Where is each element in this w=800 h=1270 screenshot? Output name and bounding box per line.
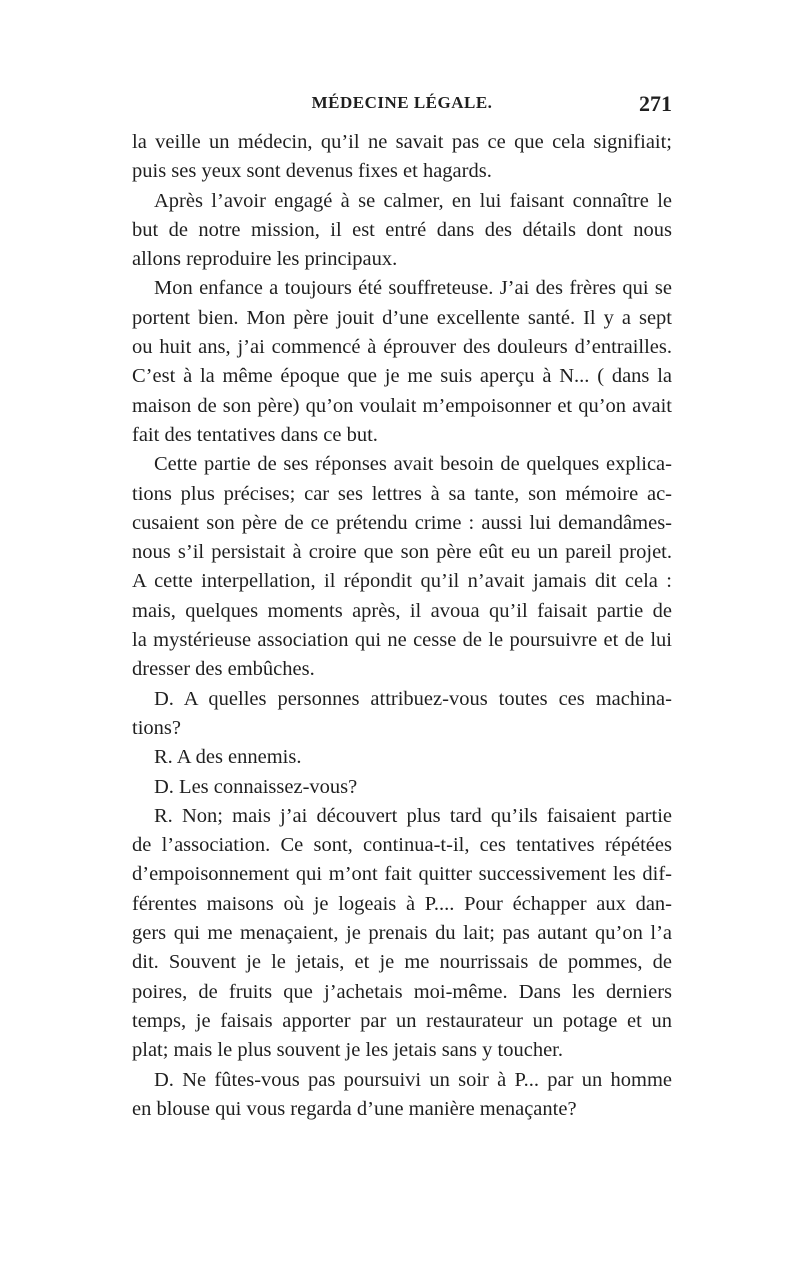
text-line: but de notre mission, il est entré dans des détails dont nous — [132, 218, 672, 241]
text-line: cusaient son père de ce prétendu crime : aussi lui demandâmes- — [132, 511, 672, 534]
text-line: en blouse qui vous regarda d’une manière menaçante? — [132, 1097, 577, 1120]
text-line: d’empoisonnement qui m’ont fait quitter successivement les dif- — [132, 863, 672, 886]
text-line: Mon enfance a toujours été souffreteuse. J’ai des frères qui se — [154, 277, 672, 300]
text-line: fait des tentatives dans ce but. — [132, 423, 378, 446]
running-head — [132, 93, 672, 123]
text-line: R. Non; mais j’ai découvert plus tard qu’ils faisaient partie — [154, 804, 672, 827]
text-line: tions? — [132, 716, 181, 739]
text-line: tions plus précises; car ses lettres à sa tante, son mémoire ac- — [132, 482, 672, 505]
text-line: mais, quelques moments après, il avoua qu’il faisait partie de — [132, 599, 672, 622]
text-line: C’est à la même époque que je me suis aperçu à N... ( dans la — [132, 365, 672, 388]
running-title: MÉDECINE LÉGALE. — [311, 93, 493, 112]
text-line: nous s’il persistait à croire que son père eût eu un pareil projet. — [132, 541, 672, 564]
text-line: gers qui me menaçaient, je prenais du lait; pas autant qu’on l’a — [132, 922, 672, 945]
text-line: dresser des embûches. — [132, 658, 315, 681]
text-line: Après l’avoir engagé à se calmer, en lui faisant connaître le — [154, 189, 672, 212]
text-line: plat; mais le plus souvent je les jetais sans y toucher. — [132, 1039, 563, 1062]
text-line: Cette partie de ses réponses avait besoin de quelques explica- — [154, 453, 672, 476]
text-line: de l’association. Ce sont, continua-t-il, ces tentatives répétées — [132, 834, 672, 857]
text-line: D. A quelles personnes attribuez-vous toutes ces machina- — [154, 687, 672, 710]
text-line: D. Les connaissez-vous? — [154, 775, 358, 798]
text-line: la mystérieuse association qui ne cesse de le poursuivre et de lui — [132, 629, 672, 652]
text-line: puis ses yeux sont devenus fixes et hagards. — [132, 160, 492, 183]
page-number: 271 — [639, 91, 672, 116]
text-line: temps, je faisais apporter par un restaurateur un potage et un — [132, 1009, 672, 1032]
text-line: dit. Souvent je le jetais, et je me nourrissais de pommes, de — [132, 951, 672, 974]
text-line: maison de son père) qu’on voulait m’empoisonner et qu’on avait — [132, 394, 672, 417]
text-line: portent bien. Mon père jouit d’une excellente santé. Il y a sept — [132, 306, 672, 329]
text-line: D. Ne fûtes-vous pas poursuivi un soir à P... par un homme — [154, 1068, 672, 1091]
text-line: poires, de fruits que j’achetais moi-même. Dans les derniers — [132, 980, 672, 1003]
text-line: R. A des ennemis. — [154, 746, 302, 769]
text-line: allons reproduire les principaux. — [132, 248, 398, 271]
text-line: la veille un médecin, qu’il ne savait pas ce que cela signifiait; — [132, 131, 672, 153]
text-line: férentes maisons où je logeais à P.... Pour échapper aux dan- — [132, 892, 672, 915]
text-line: ou huit ans, j’ai commencé à éprouver des douleurs d’entrailles. — [132, 336, 672, 359]
body-text — [132, 128, 672, 1124]
text-line: A cette interpellation, il répondit qu’il n’avait jamais dit cela : — [132, 570, 672, 593]
